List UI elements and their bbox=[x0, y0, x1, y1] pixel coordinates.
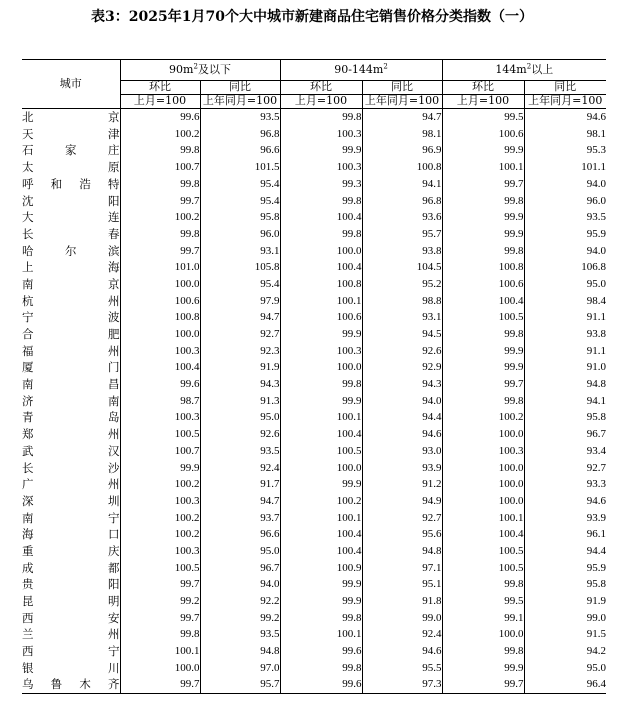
index-value: 101.1 bbox=[524, 159, 606, 176]
index-value: 99.8 bbox=[442, 576, 524, 593]
index-value: 95.2 bbox=[362, 276, 442, 293]
table-row bbox=[22, 560, 606, 577]
index-value: 99.9 bbox=[442, 226, 524, 243]
index-value: 93.8 bbox=[524, 326, 606, 343]
price-index-table bbox=[22, 59, 606, 694]
index-value: 100.8 bbox=[280, 276, 362, 293]
index-value: 98.7 bbox=[120, 393, 200, 410]
table-row bbox=[22, 643, 606, 660]
index-value: 100.2 bbox=[120, 209, 200, 226]
index-value: 93.4 bbox=[524, 443, 606, 460]
index-value: 94.1 bbox=[524, 393, 606, 410]
index-value: 99.8 bbox=[442, 192, 524, 209]
index-value: 92.2 bbox=[200, 593, 280, 610]
index-value: 99.7 bbox=[120, 576, 200, 593]
index-value: 101.0 bbox=[120, 259, 200, 276]
table-row bbox=[22, 293, 606, 310]
index-value: 100.0 bbox=[280, 359, 362, 376]
index-value: 92.7 bbox=[362, 510, 442, 527]
index-value: 100.3 bbox=[280, 126, 362, 143]
index-value: 99.9 bbox=[280, 142, 362, 159]
index-value: 93.0 bbox=[362, 443, 442, 460]
index-value: 99.6 bbox=[280, 643, 362, 660]
yoy-base-header: 上年同月=100 bbox=[524, 95, 606, 109]
index-value: 99.8 bbox=[280, 660, 362, 677]
index-value: 99.8 bbox=[280, 226, 362, 243]
index-value: 99.7 bbox=[120, 192, 200, 209]
index-value: 100.6 bbox=[280, 309, 362, 326]
index-value: 101.5 bbox=[200, 159, 280, 176]
index-value: 94.4 bbox=[524, 543, 606, 560]
table-row bbox=[22, 142, 606, 159]
index-value: 98.4 bbox=[524, 293, 606, 310]
city-name: 哈尔滨 bbox=[22, 243, 120, 258]
index-value: 95.0 bbox=[524, 660, 606, 677]
index-value: 95.9 bbox=[524, 226, 606, 243]
index-value: 95.0 bbox=[200, 543, 280, 560]
city-name: 宁波 bbox=[22, 310, 120, 325]
index-value: 95.3 bbox=[524, 142, 606, 159]
index-value: 100.6 bbox=[120, 293, 200, 310]
index-value: 99.8 bbox=[120, 226, 200, 243]
index-value: 95.8 bbox=[200, 209, 280, 226]
index-value: 100.0 bbox=[442, 426, 524, 443]
mom-header: 环比 bbox=[442, 81, 524, 95]
index-value: 93.7 bbox=[200, 510, 280, 527]
mom-base-header: 上月=100 bbox=[442, 95, 524, 109]
index-value: 100.8 bbox=[120, 309, 200, 326]
table-row bbox=[22, 176, 606, 193]
index-value: 100.4 bbox=[442, 293, 524, 310]
index-value: 100.0 bbox=[442, 626, 524, 643]
index-value: 99.8 bbox=[120, 176, 200, 193]
index-value: 99.6 bbox=[280, 676, 362, 693]
index-value: 95.9 bbox=[524, 560, 606, 577]
index-value: 93.5 bbox=[200, 443, 280, 460]
table-row bbox=[22, 409, 606, 426]
mom-header: 环比 bbox=[280, 81, 362, 95]
index-value: 95.7 bbox=[362, 226, 442, 243]
index-value: 99.8 bbox=[442, 393, 524, 410]
index-value: 100.0 bbox=[442, 493, 524, 510]
index-value: 93.9 bbox=[524, 510, 606, 527]
table-row bbox=[22, 276, 606, 293]
index-value: 100.5 bbox=[120, 426, 200, 443]
index-value: 94.1 bbox=[362, 176, 442, 193]
table-row bbox=[22, 209, 606, 226]
city-name: 太原 bbox=[22, 160, 120, 175]
index-value: 97.9 bbox=[200, 293, 280, 310]
index-value: 93.1 bbox=[362, 309, 442, 326]
table-row bbox=[22, 510, 606, 527]
index-value: 100.6 bbox=[442, 276, 524, 293]
index-value: 99.8 bbox=[442, 326, 524, 343]
index-value: 100.3 bbox=[120, 543, 200, 560]
index-value: 92.6 bbox=[362, 343, 442, 360]
index-value: 93.1 bbox=[200, 243, 280, 260]
table-row bbox=[22, 476, 606, 493]
index-value: 100.6 bbox=[442, 126, 524, 143]
index-value: 93.6 bbox=[362, 209, 442, 226]
index-value: 97.3 bbox=[362, 676, 442, 693]
city-name: 成都 bbox=[22, 560, 120, 575]
index-value: 100.4 bbox=[280, 426, 362, 443]
city-name: 深圳 bbox=[22, 493, 120, 508]
city-name: 昆明 bbox=[22, 594, 120, 609]
yoy-base-header: 上年同月=100 bbox=[200, 95, 280, 109]
index-value: 93.3 bbox=[524, 476, 606, 493]
index-value: 94.7 bbox=[362, 109, 442, 126]
mom-header: 环比 bbox=[120, 81, 200, 95]
index-value: 94.3 bbox=[362, 376, 442, 393]
index-value: 94.9 bbox=[362, 493, 442, 510]
table-row bbox=[22, 576, 606, 593]
index-value: 100.0 bbox=[120, 276, 200, 293]
group-header-medium: $90-144m^2$ bbox=[280, 60, 442, 81]
city-name: 长沙 bbox=[22, 460, 120, 475]
index-value: 100.5 bbox=[280, 443, 362, 460]
index-value: 100.4 bbox=[280, 543, 362, 560]
index-value: 104.5 bbox=[362, 259, 442, 276]
index-value: 99.8 bbox=[120, 626, 200, 643]
index-value: 96.8 bbox=[362, 192, 442, 209]
index-value: 100.2 bbox=[120, 510, 200, 527]
index-value: 99.9 bbox=[120, 459, 200, 476]
city-name: 厦门 bbox=[22, 360, 120, 375]
index-value: 100.8 bbox=[442, 259, 524, 276]
index-value: 100.7 bbox=[120, 443, 200, 460]
mom-base-header: 上月=100 bbox=[120, 95, 200, 109]
table-row bbox=[22, 259, 606, 276]
index-value: 91.1 bbox=[524, 343, 606, 360]
index-value: 95.1 bbox=[362, 576, 442, 593]
index-value: 94.0 bbox=[524, 176, 606, 193]
index-value: 99.7 bbox=[442, 376, 524, 393]
index-value: 100.5 bbox=[442, 309, 524, 326]
index-value: 100.0 bbox=[280, 243, 362, 260]
city-name: 杭州 bbox=[22, 293, 120, 308]
index-value: 99.8 bbox=[120, 142, 200, 159]
index-value: 97.1 bbox=[362, 560, 442, 577]
table-row bbox=[22, 610, 606, 627]
index-value: 99.6 bbox=[120, 376, 200, 393]
city-name: 福州 bbox=[22, 343, 120, 358]
index-value: 98.8 bbox=[362, 293, 442, 310]
index-value: 95.4 bbox=[200, 192, 280, 209]
index-value: 92.9 bbox=[362, 359, 442, 376]
index-value: 100.3 bbox=[120, 493, 200, 510]
city-name: 乌鲁木齐 bbox=[22, 677, 120, 692]
index-value: 94.6 bbox=[362, 426, 442, 443]
index-value: 91.2 bbox=[362, 476, 442, 493]
index-value: 94.6 bbox=[524, 109, 606, 126]
index-value: 94.6 bbox=[524, 493, 606, 510]
table-row bbox=[22, 326, 606, 343]
index-value: 91.9 bbox=[200, 359, 280, 376]
index-value: 105.8 bbox=[200, 259, 280, 276]
city-name: 南宁 bbox=[22, 510, 120, 525]
index-value: 93.5 bbox=[200, 626, 280, 643]
table-row bbox=[22, 343, 606, 360]
index-value: 99.9 bbox=[442, 660, 524, 677]
table-row bbox=[22, 660, 606, 677]
index-value: 100.4 bbox=[280, 259, 362, 276]
city-name: 西宁 bbox=[22, 644, 120, 659]
index-value: 92.4 bbox=[362, 626, 442, 643]
index-value: 94.8 bbox=[362, 543, 442, 560]
index-value: 99.9 bbox=[442, 142, 524, 159]
index-value: 100.2 bbox=[120, 476, 200, 493]
index-value: 99.8 bbox=[280, 610, 362, 627]
yoy-base-header: 上年同月=100 bbox=[362, 95, 442, 109]
index-value: 91.8 bbox=[362, 593, 442, 610]
table-row bbox=[22, 443, 606, 460]
table-row bbox=[22, 543, 606, 560]
index-value: 91.5 bbox=[524, 626, 606, 643]
index-value: 96.1 bbox=[524, 526, 606, 543]
city-name: 贵阳 bbox=[22, 577, 120, 592]
table-row bbox=[22, 593, 606, 610]
index-value: 100.8 bbox=[362, 159, 442, 176]
index-value: 94.0 bbox=[200, 576, 280, 593]
index-value: 95.4 bbox=[200, 176, 280, 193]
index-value: 93.9 bbox=[362, 459, 442, 476]
table-row bbox=[22, 309, 606, 326]
city-name: 兰州 bbox=[22, 627, 120, 642]
index-value: 100.1 bbox=[120, 643, 200, 660]
index-value: 100.1 bbox=[280, 626, 362, 643]
city-name: 海口 bbox=[22, 527, 120, 542]
city-column-header: 城市 bbox=[22, 60, 120, 109]
index-value: 95.8 bbox=[524, 409, 606, 426]
index-value: 94.7 bbox=[200, 309, 280, 326]
city-name: 重庆 bbox=[22, 543, 120, 558]
index-value: 99.9 bbox=[280, 326, 362, 343]
index-value: 94.5 bbox=[362, 326, 442, 343]
index-value: 100.2 bbox=[280, 493, 362, 510]
index-value: 95.0 bbox=[524, 276, 606, 293]
index-value: 99.8 bbox=[442, 243, 524, 260]
table-row bbox=[22, 393, 606, 410]
index-value: 94.8 bbox=[524, 376, 606, 393]
city-name: 济南 bbox=[22, 393, 120, 408]
index-value: 94.7 bbox=[200, 493, 280, 510]
index-value: 98.1 bbox=[524, 126, 606, 143]
index-value: 100.0 bbox=[442, 459, 524, 476]
group-header-small: $90m^2$及以下 bbox=[120, 60, 280, 81]
city-name: 银川 bbox=[22, 660, 120, 675]
index-value: 99.7 bbox=[442, 176, 524, 193]
city-name: 大连 bbox=[22, 210, 120, 225]
city-name: 青岛 bbox=[22, 410, 120, 425]
index-value: 99.9 bbox=[442, 359, 524, 376]
index-value: 96.0 bbox=[524, 192, 606, 209]
index-value: 100.1 bbox=[280, 409, 362, 426]
index-value: 96.7 bbox=[200, 560, 280, 577]
index-value: 91.7 bbox=[200, 476, 280, 493]
city-name: 广州 bbox=[22, 477, 120, 492]
index-value: 96.8 bbox=[200, 126, 280, 143]
index-value: 100.2 bbox=[120, 126, 200, 143]
index-value: 99.9 bbox=[280, 393, 362, 410]
city-name: 北京 bbox=[22, 110, 120, 125]
index-value: 94.6 bbox=[362, 643, 442, 660]
index-value: 96.6 bbox=[200, 142, 280, 159]
index-value: 92.6 bbox=[200, 426, 280, 443]
city-name: 石家庄 bbox=[22, 143, 120, 158]
index-value: 94.0 bbox=[362, 393, 442, 410]
yoy-header: 同比 bbox=[524, 81, 606, 95]
index-value: 99.0 bbox=[524, 610, 606, 627]
table-row bbox=[22, 459, 606, 476]
index-value: 100.3 bbox=[280, 343, 362, 360]
index-value: 99.8 bbox=[280, 109, 362, 126]
index-value: 97.0 bbox=[200, 660, 280, 677]
index-value: 99.9 bbox=[280, 593, 362, 610]
index-value: 94.0 bbox=[524, 243, 606, 260]
index-value: 91.0 bbox=[524, 359, 606, 376]
index-value: 99.9 bbox=[442, 343, 524, 360]
index-value: 100.0 bbox=[280, 459, 362, 476]
index-value: 100.3 bbox=[280, 159, 362, 176]
index-value: 100.5 bbox=[442, 543, 524, 560]
index-value: 91.9 bbox=[524, 593, 606, 610]
table-row bbox=[22, 192, 606, 209]
index-value: 96.4 bbox=[524, 676, 606, 693]
city-name: 沈阳 bbox=[22, 193, 120, 208]
table-row bbox=[22, 126, 606, 143]
index-value: 100.4 bbox=[120, 359, 200, 376]
index-value: 100.5 bbox=[442, 560, 524, 577]
index-value: 100.1 bbox=[280, 293, 362, 310]
table-row bbox=[22, 226, 606, 243]
index-value: 100.0 bbox=[442, 476, 524, 493]
city-name: 西安 bbox=[22, 610, 120, 625]
index-value: 100.1 bbox=[442, 510, 524, 527]
group-header-large: $144m^2$以上 bbox=[442, 60, 606, 81]
table-row bbox=[22, 243, 606, 260]
index-value: 96.9 bbox=[362, 142, 442, 159]
index-value: 100.3 bbox=[120, 343, 200, 360]
table-row bbox=[22, 426, 606, 443]
table-row bbox=[22, 676, 606, 693]
city-name: 呼和浩特 bbox=[22, 176, 120, 191]
city-name: 南昌 bbox=[22, 377, 120, 392]
index-value: 100.5 bbox=[120, 560, 200, 577]
index-value: 96.6 bbox=[200, 526, 280, 543]
index-value: 100.3 bbox=[120, 409, 200, 426]
index-value: 99.2 bbox=[120, 593, 200, 610]
city-name: 上海 bbox=[22, 260, 120, 275]
index-value: 95.5 bbox=[362, 660, 442, 677]
index-value: 100.4 bbox=[280, 526, 362, 543]
index-value: 99.9 bbox=[280, 476, 362, 493]
index-value: 99.0 bbox=[362, 610, 442, 627]
index-value: 99.3 bbox=[280, 176, 362, 193]
yoy-header: 同比 bbox=[200, 81, 280, 95]
index-value: 100.1 bbox=[442, 159, 524, 176]
index-value: 99.6 bbox=[120, 109, 200, 126]
index-value: 95.7 bbox=[200, 676, 280, 693]
table-row bbox=[22, 493, 606, 510]
index-value: 93.8 bbox=[362, 243, 442, 260]
index-value: 100.2 bbox=[120, 526, 200, 543]
index-value: 100.0 bbox=[120, 660, 200, 677]
index-value: 92.3 bbox=[200, 343, 280, 360]
index-value: 100.9 bbox=[280, 560, 362, 577]
table-row bbox=[22, 376, 606, 393]
index-value: 95.8 bbox=[524, 576, 606, 593]
yoy-header: 同比 bbox=[362, 81, 442, 95]
city-name: 长春 bbox=[22, 226, 120, 241]
index-value: 93.5 bbox=[524, 209, 606, 226]
index-value: 93.5 bbox=[200, 109, 280, 126]
table-title: 表3：2025年1月70个大中城市新建商品住宅销售价格分类指数（一） bbox=[91, 9, 533, 25]
index-value: 99.8 bbox=[280, 192, 362, 209]
index-value: 95.6 bbox=[362, 526, 442, 543]
table-row bbox=[22, 626, 606, 643]
index-value: 99.5 bbox=[442, 593, 524, 610]
index-value: 99.1 bbox=[442, 610, 524, 627]
index-value: 98.1 bbox=[362, 126, 442, 143]
index-value: 95.0 bbox=[200, 409, 280, 426]
index-value: 99.9 bbox=[442, 209, 524, 226]
index-value: 99.5 bbox=[442, 109, 524, 126]
index-value: 100.1 bbox=[280, 510, 362, 527]
index-value: 99.7 bbox=[120, 243, 200, 260]
table-row bbox=[22, 159, 606, 176]
index-value: 96.0 bbox=[200, 226, 280, 243]
index-value: 100.7 bbox=[120, 159, 200, 176]
index-value: 100.0 bbox=[120, 326, 200, 343]
index-value: 94.2 bbox=[524, 643, 606, 660]
index-value: 99.2 bbox=[200, 610, 280, 627]
index-value: 99.7 bbox=[120, 610, 200, 627]
index-value: 95.4 bbox=[200, 276, 280, 293]
index-value: 94.4 bbox=[362, 409, 442, 426]
city-name: 天津 bbox=[22, 126, 120, 141]
index-value: 96.7 bbox=[524, 426, 606, 443]
index-value: 92.4 bbox=[200, 459, 280, 476]
index-value: 99.9 bbox=[280, 576, 362, 593]
index-value: 92.7 bbox=[200, 326, 280, 343]
table-row bbox=[22, 109, 606, 126]
table-row bbox=[22, 359, 606, 376]
index-value: 99.8 bbox=[280, 376, 362, 393]
city-name: 南京 bbox=[22, 276, 120, 291]
city-name: 合肥 bbox=[22, 327, 120, 342]
index-value: 99.7 bbox=[120, 676, 200, 693]
index-value: 99.7 bbox=[442, 676, 524, 693]
index-value: 99.8 bbox=[442, 643, 524, 660]
index-value: 94.8 bbox=[200, 643, 280, 660]
index-value: 100.2 bbox=[442, 409, 524, 426]
index-value: 91.1 bbox=[524, 309, 606, 326]
table-row bbox=[22, 526, 606, 543]
index-value: 100.3 bbox=[442, 443, 524, 460]
index-value: 92.7 bbox=[524, 459, 606, 476]
mom-base-header: 上月=100 bbox=[280, 95, 362, 109]
index-value: 100.4 bbox=[442, 526, 524, 543]
city-name: 武汉 bbox=[22, 443, 120, 458]
index-value: 106.8 bbox=[524, 259, 606, 276]
city-name: 郑州 bbox=[22, 427, 120, 442]
index-value: 100.4 bbox=[280, 209, 362, 226]
index-value: 91.3 bbox=[200, 393, 280, 410]
index-value: 94.3 bbox=[200, 376, 280, 393]
